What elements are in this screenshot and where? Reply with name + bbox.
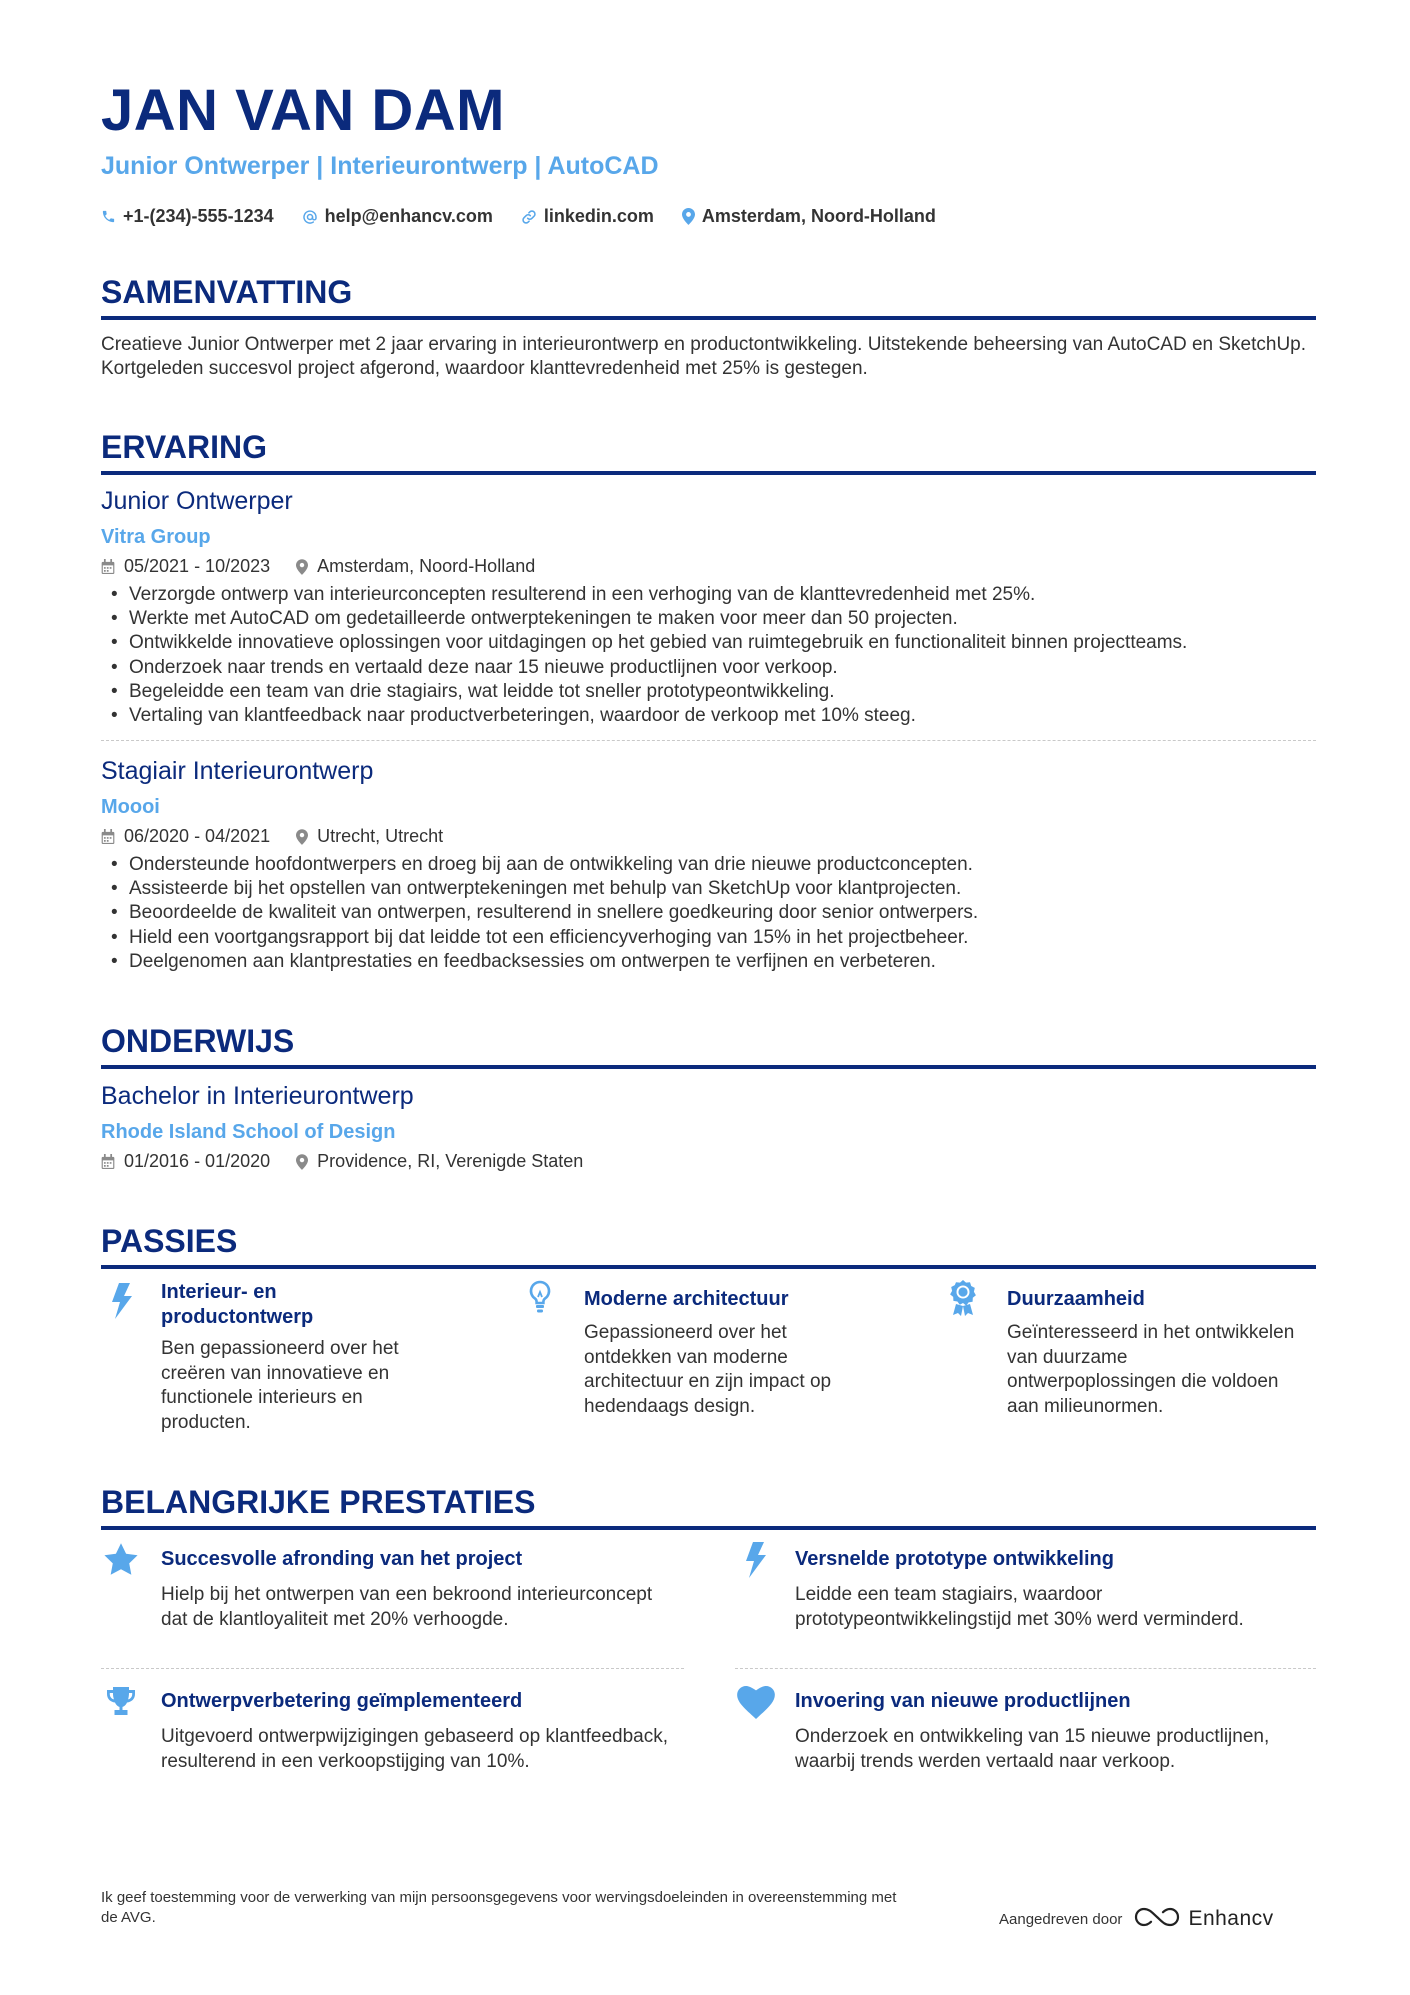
at-icon (302, 209, 318, 225)
contact-bar (101, 206, 964, 227)
job-role: Stagiair Interieurontwerp (101, 757, 374, 785)
brand-name: Enhancv (1188, 1907, 1274, 1930)
job-dates: 06/2020 - 04/2021 (101, 826, 270, 847)
list-item: • Onderzoek naar trends en vertaald deze naar 15 nieuwe productlijnen voor verkoop. (129, 656, 1344, 680)
list-item: • Vertaling van klantfeedback naar productverbeteringen, waardoor de verkoop met 10% steeg. (129, 704, 1344, 728)
job-role: Junior Ontwerper (101, 487, 293, 515)
summary-section-title: SAMENVATTING (101, 276, 1316, 320)
headline: Junior Ontwerper | Interieurontwerp | AutoCAD (101, 152, 659, 180)
job-dates: 05/2021 - 10/2023 (101, 556, 270, 577)
divider (101, 740, 1316, 741)
achievement-title: Invoering van nieuwe productlijnen (795, 1690, 1131, 1712)
calendar-icon (101, 1154, 115, 1169)
achievement-item (735, 1546, 1315, 1656)
trophy-icon (105, 1686, 137, 1721)
summary-text: Creatieve Junior Ontwerper met 2 jaar ervaring in interieurontwerp en productontwikkeling. Uitstekende beheersing van AutoCAD en SketchUp. Kortgeleden succesvol project afgerond, waardoor klanttevredenheid met 25% is gestegen. (101, 334, 1307, 379)
list-item: • Ontwikkelde innovatieve oplossingen voor uitdagingen op het gebied van ruimtegebruik en functionaliteit binnen projectteams. (129, 631, 1344, 655)
achievement-item (735, 1688, 1315, 1798)
powered-by-label: Aangedreven door (999, 1910, 1123, 1928)
achievement-item (101, 1688, 681, 1798)
achievement-item (101, 1546, 681, 1656)
list-item: • Assisteerde bij het opstellen van ontwerptekeningen met behulp van SketchUp voor klantprojecten. (129, 877, 1344, 901)
contact-location (682, 206, 936, 227)
candidate-name: JAN VAN DAM (101, 78, 505, 143)
passion-item (947, 1280, 1295, 1440)
map-pin-icon (296, 829, 308, 845)
passion-title: Interieur- en productontwerp (161, 1281, 314, 1328)
phone-text: +1-(234)-555-1234 (123, 206, 274, 226)
lightbulb-icon (528, 1280, 552, 1319)
passion-description: Ben gepassioneerd over het creëren van innovatieve en functionele interieurs en producten. (161, 1338, 399, 1433)
list-item: • Verzorgde ontwerp van interieurconcepten resulterend in een verhoging van de klanttevredenheid met 25%. (129, 583, 1344, 607)
list-item: • Werkte met AutoCAD om gedetailleerde ontwerptekeningen te maken voor meer dan 50 projecten. (129, 607, 1344, 631)
star-icon (104, 1543, 138, 1581)
map-pin-icon (682, 208, 695, 225)
passion-description: Geïnteresseerd in het ontwikkelen van duurzame ontwerpoplossingen die voldoen aan milieunormen. (1007, 1322, 1295, 1417)
calendar-icon (101, 559, 115, 574)
divider (735, 1668, 1316, 1669)
linkedin-text: linkedin.com (543, 206, 654, 226)
email-text: help@enhancv.com (324, 206, 493, 226)
list-item: • Begeleidde een team van drie stagiairs, wat leidde tot sneller prototypeontwikkeling. (129, 680, 1344, 704)
list-item: • Ondersteunde hoofdontwerpers en droeg bij aan de ontwikkeling van drie nieuwe productconcepten. (129, 853, 1344, 877)
achievement-title: Ontwerpverbetering geïmplementeerd (161, 1690, 523, 1712)
resume-page (101, 0, 1316, 1995)
education-meta (101, 1151, 609, 1172)
achievement-title: Versnelde prototype ontwikkeling (795, 1548, 1114, 1570)
job-company: Moooi (101, 796, 160, 818)
powered-by[interactable] (999, 1906, 1274, 1932)
passion-title: Duurzaamheid (1007, 1288, 1145, 1310)
map-pin-icon (296, 1154, 308, 1170)
achievement-description: Onderzoek en ontwikkeling van 15 nieuwe productlijnen, waarbij trends werden vertaald naar verkoop. (795, 1726, 1270, 1772)
passion-description: Gepassioneerd over het ontdekken van moderne architectuur en zijn impact op hedendaags design. (584, 1322, 832, 1417)
heart-icon (737, 1686, 775, 1724)
passion-item (101, 1280, 431, 1440)
achievement-title: Succesvolle afronding van het project (161, 1548, 523, 1570)
achievements-section-title: BELANGRIJKE PRESTATIES (101, 1486, 1316, 1530)
education-dates: 01/2016 - 01/2020 (101, 1151, 270, 1172)
award-icon (949, 1280, 977, 1321)
job-meta (101, 556, 561, 577)
achievement-description: Leidde een team stagiairs, waardoor prototypeontwikkelingstijd met 30% werd verminderd. (795, 1584, 1244, 1630)
passions-section-title: PASSIES (101, 1225, 1316, 1269)
job-bullets (101, 853, 1344, 974)
link-icon (521, 209, 537, 225)
enhancv-logo-icon (1134, 1906, 1180, 1932)
achievement-description: Hielp bij het ontwerpen van een bekroond interieurconcept dat de klantloyaliteit met 20% verhoogde. (161, 1584, 653, 1630)
contact-linkedin[interactable] (521, 206, 654, 227)
gdpr-consent: Ik geef toestemming voor de verwerking van mijn persoonsgegevens voor wervingsdoeleinden in overeenstemming met de AVG. (101, 1889, 897, 1926)
passion-title: Moderne architectuur (584, 1288, 789, 1310)
job-company: Vitra Group (101, 526, 211, 548)
contact-phone[interactable] (101, 206, 274, 227)
job-bullets (101, 583, 1344, 728)
education-degree: Bachelor in Interieurontwerp (101, 1082, 414, 1110)
passion-item (524, 1280, 854, 1440)
education-location: Providence, RI, Verenigde Staten (296, 1151, 583, 1172)
education-school: Rhode Island School of Design (101, 1121, 396, 1143)
location-text: Amsterdam, Noord-Holland (701, 206, 936, 226)
job-location: Amsterdam, Noord-Holland (296, 556, 535, 577)
job-location: Utrecht, Utrecht (296, 826, 443, 847)
list-item: • Beoordeelde de kwaliteit van ontwerpen, resulterend in snellere goedkeuring door senior ontwerpers. (129, 901, 1344, 925)
job-meta (101, 826, 469, 847)
education-section-title: ONDERWIJS (101, 1025, 1316, 1069)
calendar-icon (101, 829, 115, 844)
map-pin-icon (296, 559, 308, 575)
achievement-description: Uitgevoerd ontwerpwijzigingen gebaseerd op klantfeedback, resulterend in een verkoopstijging van 10%. (161, 1726, 668, 1772)
divider (101, 1668, 684, 1669)
phone-icon (101, 209, 116, 224)
list-item: • Deelgenomen aan klantprestaties en feedbacksessies om ontwerpen te verfijnen en verbeteren. (129, 950, 1344, 974)
bolt-icon (744, 1542, 768, 1583)
contact-email[interactable] (302, 206, 493, 227)
list-item: • Hield een voortgangsrapport bij dat leidde tot een efficiencyverhoging van 15% in het projectbeheer. (129, 926, 1344, 950)
experience-section-title: ERVARING (101, 431, 1316, 475)
bolt-icon (110, 1283, 134, 1324)
